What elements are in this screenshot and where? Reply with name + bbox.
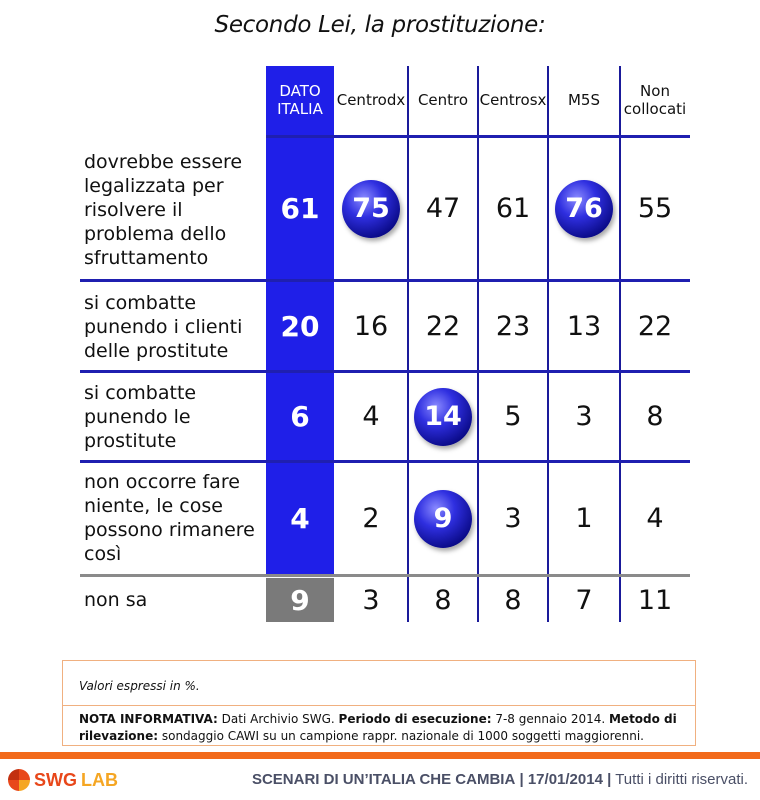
nota-label: NOTA INFORMATIVA: xyxy=(79,712,218,726)
footer-scenari: SCENARI DI UN’ITALIA CHE CAMBIA xyxy=(251,771,516,788)
footer-separator: | xyxy=(519,771,524,788)
cell-centrosx: 3 xyxy=(504,503,522,534)
row-divider xyxy=(80,574,690,577)
cell-centrosx: 8 xyxy=(504,584,522,616)
logo-lab-text: LAB xyxy=(81,769,118,790)
footer-caption xyxy=(252,771,748,788)
logo-swg-text: SWG xyxy=(34,769,77,790)
cell-m5s xyxy=(548,138,620,279)
cell-m5s: 13 xyxy=(566,310,602,342)
header-centrosx: Centrosx xyxy=(479,91,547,109)
header-centrodx: Centrodx xyxy=(336,91,406,109)
header-non-collocati: Non collocati xyxy=(623,82,687,118)
nota-informativa xyxy=(79,711,689,745)
row-label-non-sa: non sa xyxy=(84,589,148,611)
row-label-clienti: si combatte punendo i clienti delle prostitute xyxy=(84,292,243,362)
footer-accent-bar xyxy=(0,752,760,759)
header-centro: Centro xyxy=(417,91,469,109)
cell-non-collocati: 11 xyxy=(637,584,673,616)
header-dato-italia: DATO ITALIA xyxy=(277,82,323,118)
row-label-legalizzata: dovrebbe essere legalizzata per risolvere il problema dello sfruttamento xyxy=(84,151,243,269)
footer-rights: Tutti i diritti riservati. xyxy=(615,771,748,788)
cell-centrodx: 3 xyxy=(362,584,380,616)
footer-date: 17/01/2014 xyxy=(527,771,603,788)
periodo-text: 7-8 gennaio 2014. xyxy=(491,712,609,726)
cell-centro: 22 xyxy=(425,310,461,342)
notes-divider xyxy=(63,705,695,706)
cell-dato: 20 xyxy=(280,309,320,343)
metodo-text: sondaggio CAWI su un campione rappr. nazionale di 1000 soggetti maggiorenni. xyxy=(158,729,644,743)
cell-centrosx: 61 xyxy=(495,193,531,224)
notes-box xyxy=(62,660,696,746)
highlight-bubble: 14 xyxy=(414,388,472,446)
metodo-label: Metodo di rilevazione: xyxy=(79,712,677,743)
cell-centro: 47 xyxy=(425,193,461,224)
footer-separator: | xyxy=(607,771,612,788)
periodo-label: Periodo di esecuzione: xyxy=(338,712,492,726)
highlight-bubble: 76 xyxy=(555,180,613,238)
cell-centro: 8 xyxy=(434,584,452,616)
highlight-bubble: 75 xyxy=(342,180,400,238)
page-title: Secondo Lei, la prostituzione: xyxy=(214,12,546,38)
cell-dato: 4 xyxy=(290,502,310,535)
header-m5s: M5S xyxy=(567,91,600,109)
cell-non-collocati: 8 xyxy=(646,401,664,432)
highlight-bubble: 9 xyxy=(414,490,472,548)
cell-centrosx: 5 xyxy=(504,401,522,432)
footer xyxy=(0,762,760,800)
cell-non-collocati: 4 xyxy=(646,503,664,534)
cell-dato: 6 xyxy=(290,400,310,433)
cell-centro xyxy=(408,373,478,460)
cell-m5s: 7 xyxy=(575,584,593,616)
valori-note: Valori espressi in %. xyxy=(79,679,200,693)
swg-logo-icon xyxy=(8,769,30,791)
cell-m5s: 3 xyxy=(575,401,593,432)
cell-dato: 61 xyxy=(280,192,320,225)
cell-centrodx: 2 xyxy=(362,503,380,534)
swg-lab-logo xyxy=(8,766,118,794)
cell-centrodx: 4 xyxy=(362,401,380,432)
cell-dato: 9 xyxy=(290,583,310,617)
nota-text: Dati Archivio SWG. xyxy=(217,712,339,726)
cell-non-collocati: 22 xyxy=(637,310,673,342)
row-label-prostitute: si combatte punendo le prostitute xyxy=(84,382,197,452)
row-label-niente: non occorre fare niente, le cose possono rimanere così xyxy=(84,471,255,565)
cell-non-collocati: 55 xyxy=(637,193,673,224)
cell-centrodx: 16 xyxy=(353,310,389,342)
cell-centrodx xyxy=(334,138,408,279)
cell-centro xyxy=(408,463,478,574)
cell-m5s: 1 xyxy=(575,503,593,534)
cell-centrosx: 23 xyxy=(495,310,531,342)
